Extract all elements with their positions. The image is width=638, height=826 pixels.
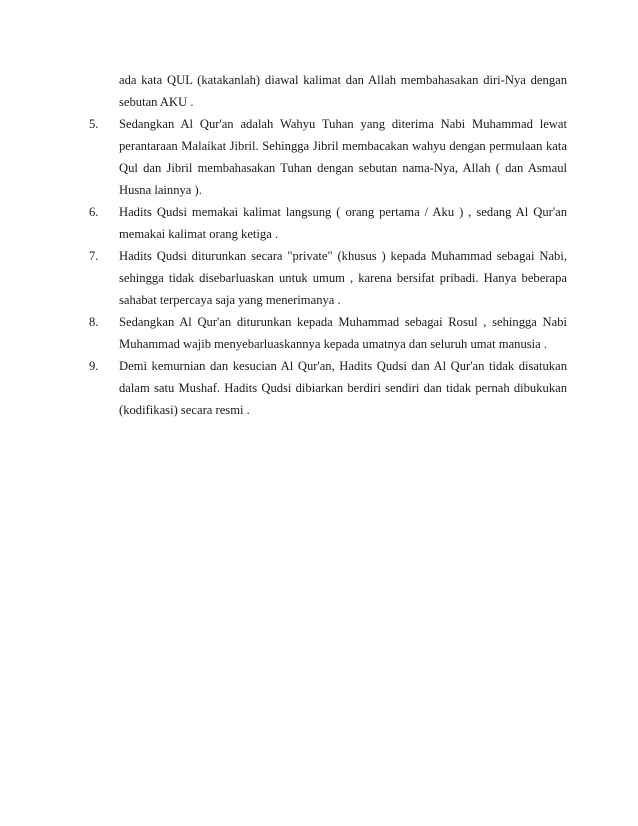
list-item-5 [89,113,567,201]
list-item-number: 5. [89,117,99,131]
list-item-9 [89,355,567,421]
list-item-8 [89,311,567,355]
list-item-continuation [89,69,567,113]
list-item-text: Demi kemurnian dan kesucian Al Qur'an, Hadits Qudsi dan Al Qur'an tidak disatukan dalam satu Mushaf. Hadits Qudsi dibiarkan berdiri sendiri dan tidak pernah dibukukan (kodifikasi) secara resmi . [119,359,567,417]
list-item-7 [89,245,567,311]
document-body [89,69,567,421]
list-item-text: Hadits Qudsi memakai kalimat langsung ( orang pertama / Aku ) , sedang Al Qur'an memakai kalimat orang ketiga . [119,205,567,241]
list-item-6 [89,201,567,245]
list-item-number: 9. [89,359,99,373]
list-item-number: 6. [89,205,99,219]
list-item-text: ada kata QUL (katakanlah) diawal kalimat dan Allah membahasakan diri-Nya dengan sebutan AKU . [119,73,567,109]
list-item-text: Sedangkan Al Qur'an adalah Wahyu Tuhan yang diterima Nabi Muhammad lewat perantaraan Malaikat Jibril. Sehingga Jibril membacakan wahyu dengan permulaan kata Qul dan Jibril membahasakan Tuhan dengan sebutan nama-Nya, Allah ( dan Asmaul Husna lainnya ). [119,117,567,197]
list-item-text: Hadits Qudsi diturunkan secara "private" (khusus ) kepada Muhammad sebagai Nabi, sehingga tidak disebarluaskan untuk umum , karena bersifat pribadi. Hanya beberapa sahabat terpercaya saja yang menerimanya . [119,249,567,307]
list-item-text: Sedangkan Al Qur'an diturunkan kepada Muhammad sebagai Rosul , sehingga Nabi Muhammad wajib menyebarluaskannya kepada umatnya dan seluruh umat manusia . [119,315,567,351]
list-item-number: 8. [89,315,99,329]
list-item-number: 7. [89,249,99,263]
